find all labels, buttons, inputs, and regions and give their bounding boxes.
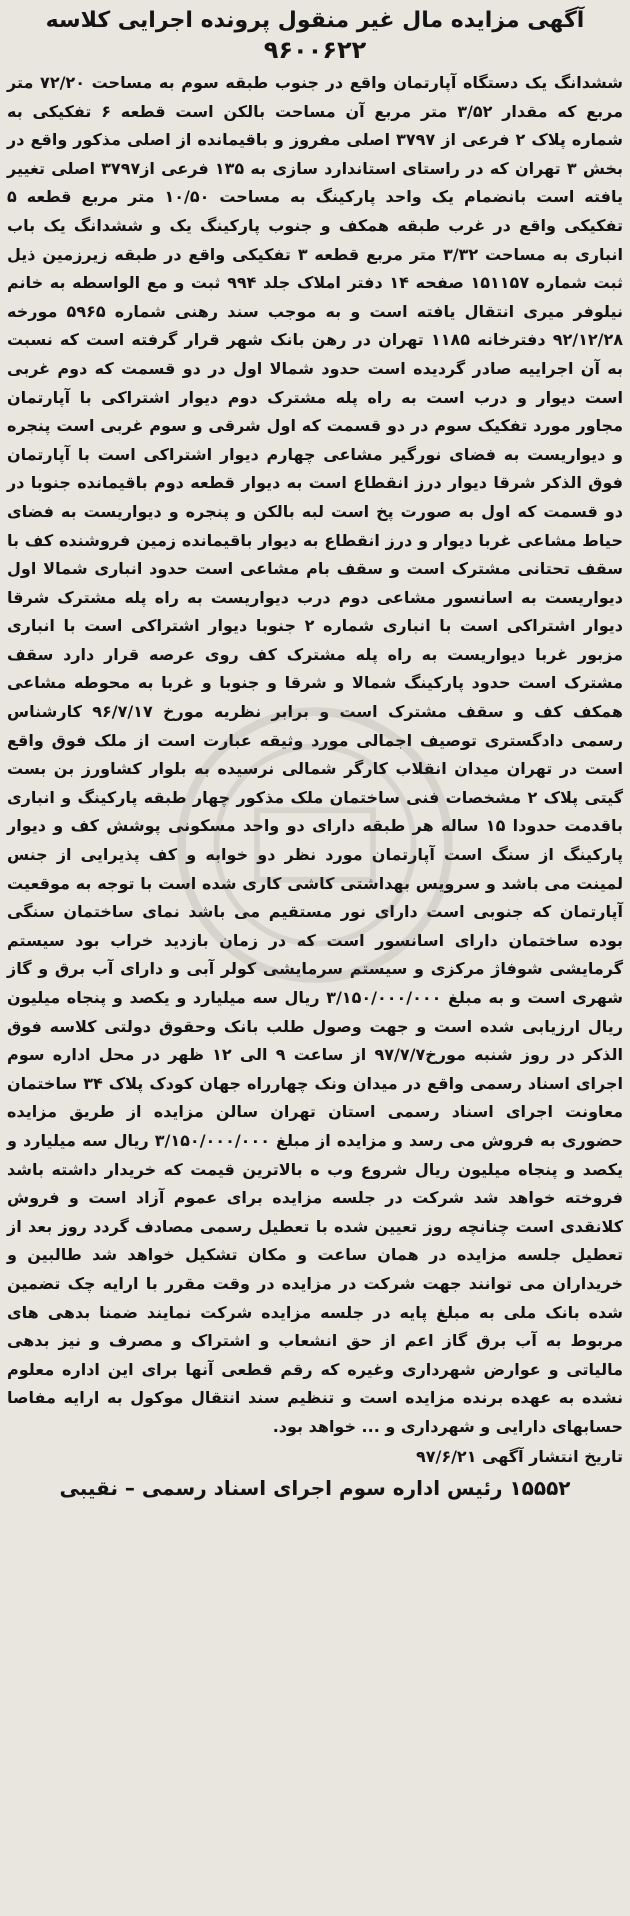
notice-body: ششدانگ یک دستگاه آپارتمان واقع در جنوب طبقه سوم به مساحت ۷۲/۲۰ متر مربع که مقدار ۳/۵۲ متر مربع آن مساحت بالکن است قطعه ۶ تفکیکی به شماره پلاک ۲ فرعی از ۳۷۹۷ اصلی مفروز و باقیمانده از اصلی مذکور واقع در بخش ۳ تهران که در راستای استاندارد سازی به ۱۳۵ فرعی از۳۷۹۷ اصلی تغییر یافته است بانضمام یک واحد پارکینگ به مساحت ۱۰/۵۰ متر مربع قطعه ۵ تفکیکی واقع در غرب طبقه همکف و جنوب پارکینگ یک و ششدانگ یک باب انباری به مساحت ۳/۳۲ متر مربع قطعه ۳ تفکیکی واقع در طبقه زیرزمین ذیل ثبت شماره ۱۵۱۱۵۷ صفحه ۱۴ دفتر املاک جلد ۹۹۴ ثبت و مع الواسطه به خانم نیلوفر میری انتقال یافته است و به موجب سند رهنی شماره ۵۹۶۵ مورخه ۹۲/۱۲/۲۸ دفترخانه ۱۱۸۵ تهران در رهن بانک شهر قرار گرفته است که نسبت به آن اجراییه صادر گردیده است حدود شمالا اول در دو قسمت که دوم غربی است دیوار و درب است به راه پله مشترک دوم دیوار اشتراکی با آپارتمان مجاور مورد تفکیک سوم در دو قسمت که اول شرقی و سوم غربی است پنجره و دیواریست به فضای نورگیر مشاعی چهارم دیوار اشتراکی است با آپارتمان فوق الذکر شرقا دیوار درز انقطاع است به دیوار قطعه دوم باقیمانده جنوبا در دو قسمت که اول به صورت پخ است لبه بالکن و پنجره و دیواریست به فضای حیاط مشاعی غربا دیوار و درز انقطاع به دیوار باقیمانده زمین فروشنده کف با سقف تحتانی مشترک است و سقف بام مشاعی است حدود انباری شمالا اول دیواریست به اسانسور مشاعی دوم درب دیواریست به راه پله مشترک شرقا دیوار اشتراکی است با انباری شماره ۲ جنوبا دیوار اشتراکی است با انباری مزبور غربا دیواریست به راه پله مشترک کف روی عرصه قرار دارد سقف مشترک است حدود پارکینگ شمالا و شرقا و جنوبا و غربا به محوطه مشاعی همکف کف و سقف مشترک است و برابر نظریه مورخ ۹۶/۷/۱۷ کارشناس رسمی دادگستری توصیف اجمالی مورد وثیقه عبارت است از ملک فوق واقع است در تهران میدان انقلاب کارگر شمالی نرسیده به بلوار کشاورز بن بست گیتی پلاک ۲ مشخصات فنی ساختمان ملک مذکور چهار طبقه پارکینگ و انباری باقدمت حدودا ۱۵ ساله هر طبقه دارای دو واحد مسکونی پوشش کف و دیوار پارکینگ از سنگ است آپارتمان مورد نظر دو خوابه و کف پذیرایی از جنس لمینت می باشد و سرویس بهداشتی کاشی کاری شده است با توجه به موقعیت آپارتمان که جنوبی است دارای نور مستقیم می باشد نمای ساختمان سنگی بوده ساختمان دارای اسانسور است که در زمان بازدید خراب بود سیستم گرمایشی شوفاژ مرکزی و سیستم سرمایشی کولر آبی و دارای آب برق و گاز شهری است و به مبلغ ۳/۱۵۰/۰۰۰/۰۰۰ ریال سه میلیارد و یکصد و پنجاه میلیون ریال ارزیابی شده است و جهت وصول طلب بانک وحقوق دولتی کلاسه فوق الذکر در روز شنبه مورخ۹۷/۷/۷ از ساعت ۹ الی ۱۲ ظهر در محل اداره سوم اجرای اسناد رسمی واقع در میدان ونک چهارراه جهان کودک پلاک ۳۴ ساختمان معاونت اجرای اسناد رسمی استان تهران سالن مزایده از طریق مزایده حضوری به فروش می رسد و مزایده از مبلغ ۳/۱۵۰/۰۰۰/۰۰۰ ریال سه میلیارد و یکصد و پنجاه میلیون ریال شروع وب ه بالاترین قیمت که خریدار داشته باشد فروخته خواهد شد شرکت در جلسه مزایده برای عموم آزاد است و فروش کلانقدی است چنانچه روز تعیین شده با تعطیل رسمی مصادف گردد روز بعد از تعطیل جلسه مزایده در همان ساعت و مکان تشکیل خواهد شد طالبین و خریداران می توانند جهت شرکت در مزایده در وقت مقرر با ارایه چک تضمین شده بانک ملی به مبلغ پایه در جلسه مزایده شرکت نمایند ضمنا بدهی های مربوط به آب برق گاز اعم از حق انشعاب و اشتراک و مصرف و نیز بدهی مالیاتی و عوارض شهرداری وغیره که رقم قطعی آنها برای این اداره معلوم نشده به عهده برنده مزایده است و تنظیم سند انتقال موکول به ارایه مفاصا حسابهای دارایی و شهرداری و ... خواهد بود. (7, 73, 624, 1436)
publish-date-label: تاریخ انتشار آگهی (482, 1446, 623, 1466)
signature: ۱۵۵۵۲ رئیس اداره سوم اجرای اسناد رسمی – نقیبی (59, 1475, 571, 1500)
publish-date: ۹۷/۶/۲۱ (415, 1446, 477, 1466)
notice-title: آگهی مزایده مال غیر منقول پرونده اجرایی کلاسه (45, 8, 585, 33)
publish-date-line (7, 1442, 623, 1472)
case-number: ۹۶۰۰۶۲۲ (263, 36, 367, 64)
